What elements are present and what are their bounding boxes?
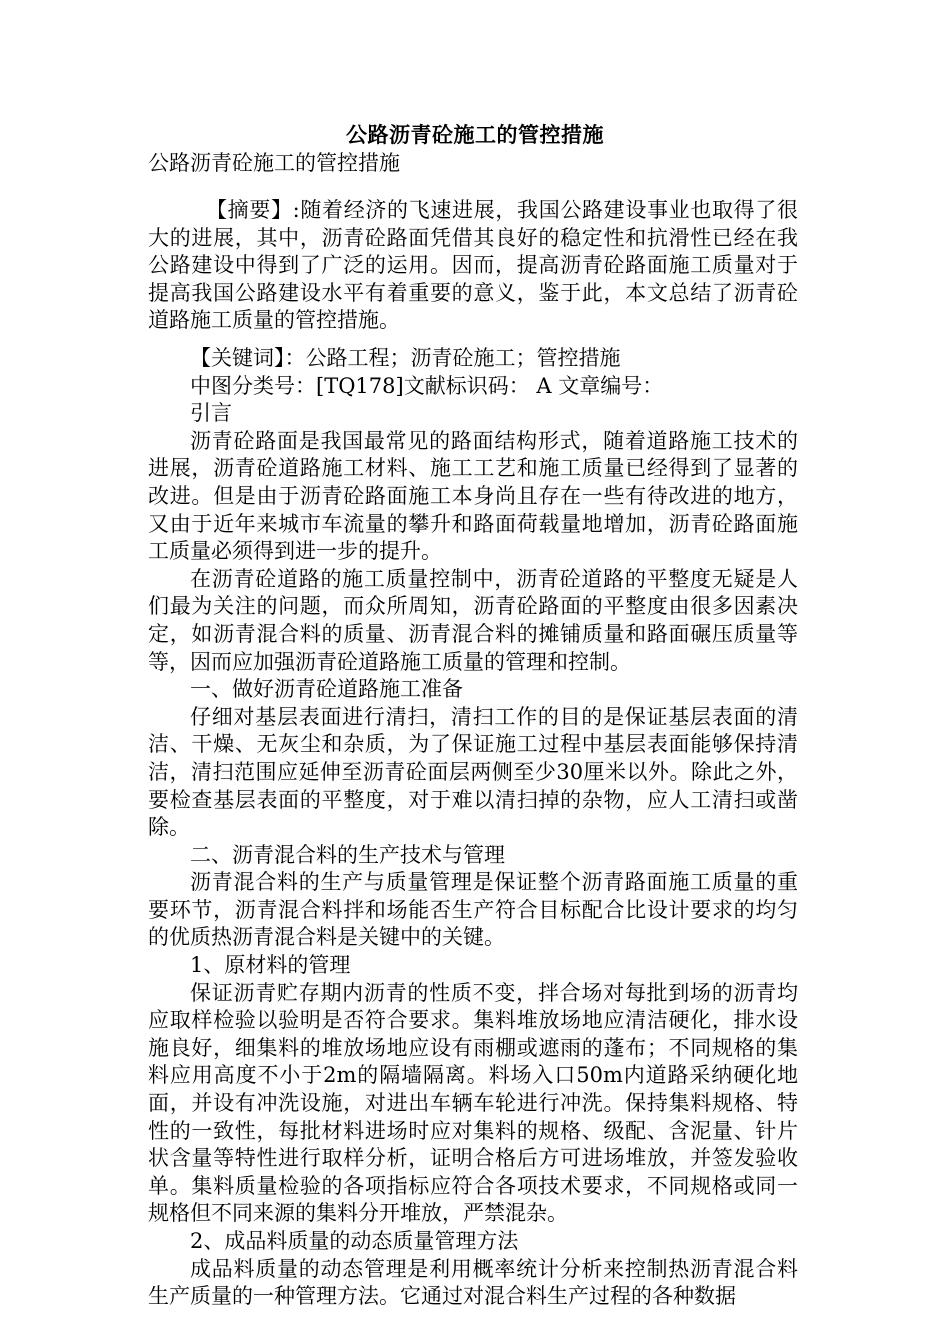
body-paragraph: 在沥青砼道路的施工质量控制中，沥青砼道路的平整度无疑是人们最为关注的问题，而众所周知，沥青砼路面的平整度由很多因素决定，如沥青混合料的质量、沥青混合料的摊铺质量和路面碾压质量等等，因而应加强沥青砼道路施工质量的管理和控制。 [148, 566, 798, 674]
section-heading: 一、做好沥青砼道路施工准备 [190, 677, 463, 702]
document-subtitle: 公路沥青砼施工的管控措施 [148, 151, 400, 175]
abstract-paragraph: 【摘要】:随着经济的飞速进展，我国公路建设事业也取得了很大的进展，其中，沥青砼路面凭借其良好的稳定性和抗滑性已经在我公路建设中得到了广泛的运用。因而，提高沥青砼路面施工质量对于提高我国公路建设水平有着重要的意义，鉴于此，本文总结了沥青砼道路施工质量的管控措施。 [148, 198, 798, 333]
keywords-line: 【关键词】：公路工程；沥青砼施工；管控措施 [190, 346, 621, 370]
classification-line: 中图分类号：[TQ178]文献标识码： A 文章编号： [190, 373, 664, 398]
document-body [148, 345, 798, 1311]
body-paragraph: 仔细对基层表面进行清扫，清扫工作的目的是保证基层表面的清洁、干燥、无灰尘和杂质，为了保证施工过程中基层表面能够保持清洁，清扫范围应延伸至沥青砼面层两侧至少30厘米以外。除此之外，要检查基层表面的平整度，对于难以清扫掉的杂物，应人工清扫或凿除。 [148, 704, 798, 840]
body-paragraph: 保证沥青贮存期内沥青的性质不变，拌合场对每批到场的沥青均应取样检验以验明是否符合要求。集料堆放场地应清洁硬化，排水设施良好，细集料的堆放场地应设有雨棚或遮雨的蓬布；不同规格的集料应用高度不小于2m的隔墙隔离。料场入口50m内道路采纳硬化地面，并设有冲洗设施，对进出车辆车轮进行冲洗。保持集料规格、特性的一致性，每批材料进场时应对集料的规格、级配、含泥量、针片状含量等特性进行取样分析，证明合格后方可进场堆放，并签发验收单。集料质量检验的各项指标应符合各项技术要求，不同规格或同一规格但不同来源的集料分开堆放，严禁混杂。 [148, 980, 798, 1226]
subsection-heading: 2、成品料质量的动态质量管理方法 [190, 1229, 519, 1253]
section-heading: 二、沥青混合料的生产技术与管理 [190, 842, 505, 867]
body-paragraph: 成品料质量的动态管理是利用概率统计分析来控制热沥青混合料生产质量的一种管理方法。它通过对混合料生产过程的各种数据 [148, 1256, 798, 1309]
subsection-heading: 1、原材料的管理 [190, 953, 351, 978]
body-paragraph: 沥青混合料的生产与质量管理是保证整个沥青路面施工质量的重要环节，沥青混合料拌和场能否生产符合目标配合比设计要求的均匀的优质热沥青混合料是关键中的关键。 [148, 870, 798, 950]
body-paragraph: 沥青砼路面是我国最常见的路面结构形式，随着道路施工技术的进展，沥青砼道路施工材料、施工工艺和施工质量已经得到了显著的改进。但是由于沥青砼路面施工本身尚且存在一些有待改进的地方，又由于近年来城市车流量的攀升和路面荷载量地增加，沥青砼路面施工质量必须得到进一步的提升。 [148, 428, 798, 564]
intro-heading: 引言 [190, 401, 232, 426]
document-title: 公路沥青砼施工的管控措施 [346, 123, 604, 147]
